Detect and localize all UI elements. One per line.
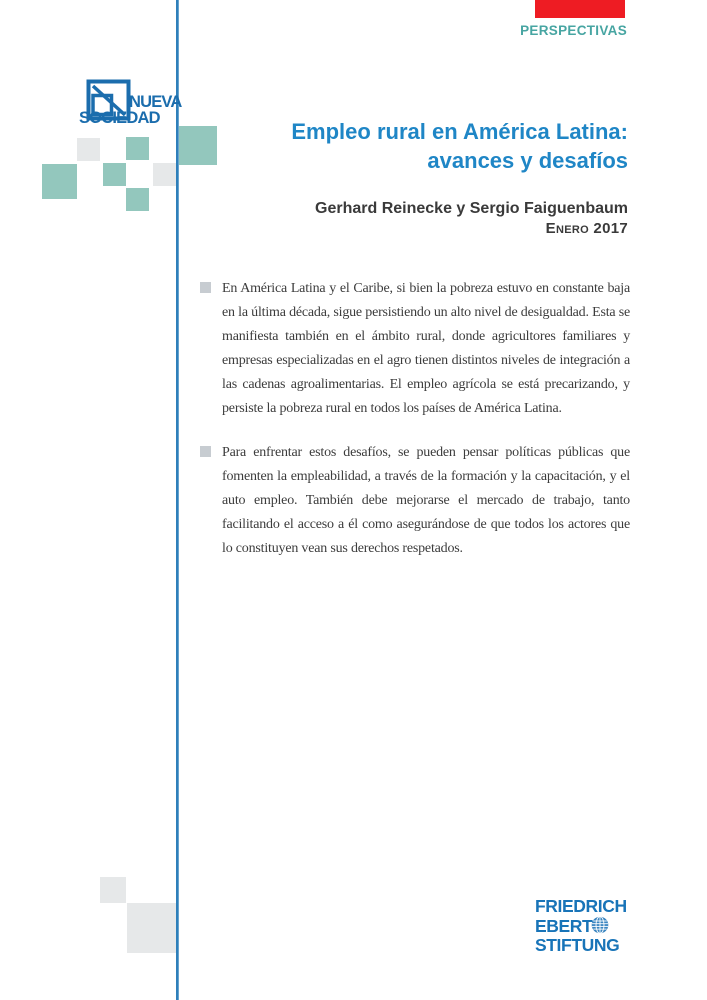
page-title xyxy=(128,117,628,175)
square-bullet-icon xyxy=(200,446,211,457)
abstract-paragraph-text: Para enfrentar estos desafíos, se pueden pensar políticas públicas que fomenten la empleabilidad, a través de la formación y la capacitación, y el auto empleo. También debe mejorarse el mercado de trabajo, tanto facilitando el acceso a él como asegurándose de que todos los actores que lo constituyen vean sus derechos respetados. xyxy=(222,445,630,556)
fes-wordmark-line1: FRIEDRICH xyxy=(535,896,627,916)
abstract-paragraph xyxy=(200,277,630,421)
globe-icon xyxy=(591,916,609,937)
decor-square xyxy=(127,903,176,953)
fes-wordmark-line2: EBERT xyxy=(535,915,593,936)
publication-date: Enero 2017 xyxy=(545,220,628,237)
nueva-sociedad-wordmark-line1: NUEVA xyxy=(129,93,182,111)
decor-square xyxy=(77,138,100,161)
top-accent-bar xyxy=(535,0,625,18)
decor-square xyxy=(42,164,77,199)
fes-wordmark-line3: STIFTUNG xyxy=(535,935,620,955)
decor-square xyxy=(103,163,126,186)
abstract-paragraph-text: En América Latina y el Caribe, si bien la pobreza estuvo en constante baja en la última década, sigue persistiendo un alto nivel de desigualdad. Esta se manifiesta también en el ámbito rural, donde agricultores familiares y empresas especializadas en el agro tienen distintos niveles de integración a las cadenas agroalimentarias. El empleo agrícola se está precarizando, y persiste la pobreza rural en todos los países de América Latina. xyxy=(222,281,630,416)
square-bullet-icon xyxy=(200,282,211,293)
authors: Gerhard Reinecke y Sergio Faiguenbaum xyxy=(315,200,628,217)
page-title-line2: avances y desafíos xyxy=(427,148,628,173)
fes-logo xyxy=(535,898,627,954)
decor-square xyxy=(100,877,126,903)
masthead-label: PERSPECTIVAS xyxy=(520,23,627,38)
nueva-sociedad-wordmark-line2: SOCIEDAD xyxy=(79,109,160,127)
abstract-paragraph xyxy=(200,441,630,561)
page-title-line1: Empleo rural en América Latina: xyxy=(291,119,628,144)
